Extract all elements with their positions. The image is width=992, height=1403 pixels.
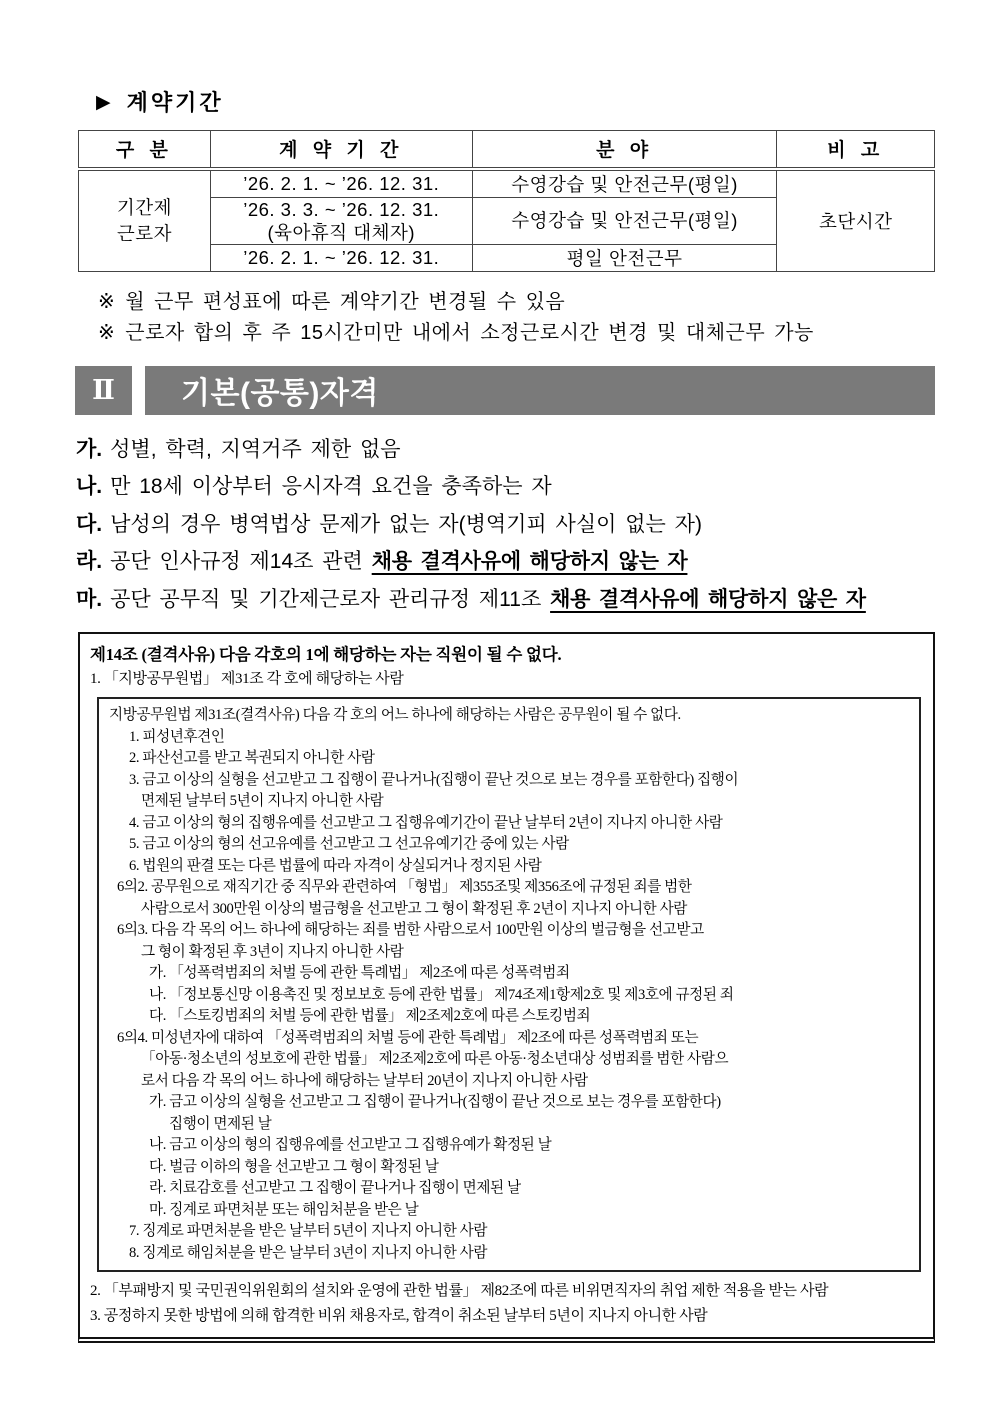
inner-box-line: 5. 금고 이상의 형의 선고유예를 선고받고 그 선고유예기간 중에 있는 사람 bbox=[129, 836, 569, 852]
reference-mark-icon: ※ bbox=[98, 290, 116, 313]
reference-mark-icon: ※ bbox=[98, 321, 116, 344]
arrow-bullet-icon: ▶ bbox=[96, 92, 111, 113]
header-cell-period: 계 약 기 간 bbox=[210, 131, 472, 169]
inner-box-line: 7. 징계로 파면처분을 받은 날부터 5년이 지나지 아니한 사람 bbox=[129, 1223, 488, 1239]
inner-box-line: 집행이 면제된 날 bbox=[169, 1115, 272, 1132]
inner-box-line: 1. 피성년후견인 bbox=[129, 728, 225, 745]
period-cell: ’26. 2. 1. ~ ’26. 12. 31. bbox=[210, 169, 472, 198]
qualification-item bbox=[76, 468, 935, 506]
period-subnote: (육아휴직 대체자) bbox=[267, 221, 416, 243]
item-label: 나. bbox=[76, 475, 103, 498]
item-label: 가. bbox=[76, 437, 103, 461]
inner-box-line: 4. 금고 이상의 형의 집행유예를 선고받고 그 집행유예기간이 끝난 날부터 2년이 지나지 아니한 사람 bbox=[129, 814, 723, 831]
table-row bbox=[79, 169, 935, 198]
table-header-row bbox=[79, 131, 935, 169]
contract-period-table bbox=[78, 130, 935, 272]
inner-box-line: 다. 벌금 이하의 형을 선고받고 그 형이 확정된 날 bbox=[149, 1158, 439, 1175]
inner-box-line: 마. 징계로 파면처분 또는 해임처분을 받은 날 bbox=[149, 1201, 419, 1218]
inner-box-line: 가. 「성폭력범죄의 처벌 등에 관한 특례법」 제2조에 따른 성폭력범죄 bbox=[149, 965, 570, 981]
qualification-item bbox=[76, 431, 935, 469]
note-text: 월 근무 편성표에 따른 계약기간 변경될 수 있음 bbox=[125, 290, 566, 313]
section-title: 기본(공통)자격 bbox=[181, 377, 379, 410]
qualification-item bbox=[76, 543, 935, 581]
field-cell: 수영강습 및 안전근무(평일) bbox=[472, 169, 777, 198]
article-14-box bbox=[78, 632, 935, 1343]
inner-box-line: 나. 금고 이상의 형의 집행유예를 선고받고 그 집행유예가 확정된 날 bbox=[149, 1137, 552, 1153]
inner-box-line: 다. 「스토킹범죄의 처벌 등에 관한 법률」 제2조제2호에 따른 스토킹범죄 bbox=[149, 1008, 591, 1024]
contract-period-heading bbox=[96, 86, 935, 117]
item-label: 마. bbox=[76, 587, 103, 611]
local-civil-service-act-box bbox=[97, 697, 921, 1272]
inner-box-line: 로서 다음 각 목의 어느 하나에 해당하는 날부터 20년이 지나지 아니한 사람 bbox=[141, 1072, 588, 1089]
qualification-item bbox=[76, 506, 935, 544]
inner-box-line: 2. 파산선고를 받고 복권되지 아니한 사람 bbox=[129, 750, 375, 766]
section-header bbox=[75, 366, 935, 415]
group-line: 기간제 bbox=[116, 196, 172, 218]
item-text: 만 18세 이상부터 응시자격 요건을 충족하는 자 bbox=[110, 475, 552, 498]
inner-box-line: 나. 「정보통신망 이용촉진 및 정보보호 등에 관한 법률」 제74조제1항제2호 및 제3호에 규정된 죄 bbox=[149, 986, 734, 1003]
header-cell-remark: 비 고 bbox=[777, 131, 935, 169]
inner-box-line: 라. 치료감호를 선고받고 그 집행이 끝나거나 집행이 면제된 날 bbox=[149, 1180, 521, 1196]
item-text: 공단 공무직 및 기간제근로자 관리규정 제11조 bbox=[110, 587, 551, 611]
note-line bbox=[98, 318, 935, 349]
inner-box-line: 6의4. 미성년자에 대하여 「성폭력범죄의 처벌 등에 관한 특례법」 제2조에 따른 성폭력범죄 또는 bbox=[117, 1029, 699, 1046]
item-text: 공단 인사규정 제14조 관련 bbox=[110, 550, 372, 573]
header-cell-field: 분 야 bbox=[472, 131, 777, 169]
remark-cell: 초단시간 bbox=[777, 169, 935, 272]
section-title-bar bbox=[145, 366, 935, 415]
group-line: 근로자 bbox=[116, 222, 172, 244]
inner-box-line: 면제된 날부터 5년이 지나지 아니한 사람 bbox=[141, 793, 384, 809]
contract-period-heading-label: 계약기간 bbox=[126, 90, 224, 115]
field-cell: 수영강습 및 안전근무(평일) bbox=[472, 197, 777, 244]
inner-box-line: 「아동·청소년의 성보호에 관한 법률」 제2조제2호에 따른 아동·청소년대상 성범죄를 범한 사람으 bbox=[141, 1051, 729, 1067]
item-label: 다. bbox=[76, 512, 103, 536]
qualification-list bbox=[76, 431, 935, 619]
item-text: 남성의 경우 병역법상 문제가 없는 자(병역기피 사실이 없는 자) bbox=[110, 512, 702, 536]
inner-box-line: 지방공무원법 제31조(결격사유) 다음 각 호의 어느 하나에 해당하는 사람은 공무원이 될 수 없다. bbox=[109, 707, 681, 723]
note-text: 근로자 합의 후 주 15시간미만 내에서 소정근로시간 변경 및 대체근무 가능 bbox=[125, 321, 814, 344]
article-item-1: 1. 「지방공무원법」 제31조 각 호에 해당하는 사람 bbox=[90, 671, 404, 687]
inner-box-line: 6의3. 다음 각 목의 어느 하나에 해당하는 죄를 범한 사람으로서 100만원 이상의 벌금형을 선고받고 bbox=[117, 922, 704, 938]
article-item-2: 2. 「부패방지 및 국민권익위원회의 설치와 운영에 관한 법률」 제82조에 따른 비위면직자의 취업 제한 적용을 받는 사람 bbox=[90, 1283, 829, 1299]
note-line bbox=[98, 287, 935, 318]
inner-box-line: 6의2. 공무원으로 재직기간 중 직무와 관련하여 「형법」 제355조및 제356조에 규정된 죄를 범한 bbox=[117, 879, 692, 895]
inner-box-line: 3. 금고 이상의 실형을 선고받고 그 집행이 끝나거나(집행이 끝난 것으로 보는 경우를 포함한다) 집행이 bbox=[129, 771, 739, 788]
notes-list bbox=[98, 287, 935, 349]
inner-box-line: 그 형이 확정된 후 3년이 지나지 아니한 사람 bbox=[141, 943, 404, 960]
group-cell bbox=[79, 169, 211, 272]
qualification-item bbox=[76, 581, 935, 619]
period-cell: ’26. 2. 1. ~ ’26. 12. 31. bbox=[210, 244, 472, 271]
article-title: 제14조 (결격사유) 다음 각호의 1에 해당하는 자는 직원이 될 수 없다. bbox=[90, 645, 562, 664]
inner-box-line: 사람으로서 300만원 이상의 벌금형을 선고받고 그 형이 확정된 후 2년이 지나지 아니한 사람 bbox=[141, 900, 687, 917]
item-text: 성별, 학력, 지역거주 제한 없음 bbox=[110, 437, 401, 461]
inner-box-line: 8. 징계로 해임처분을 받은 날부터 3년이 지나지 아니한 사람 bbox=[129, 1244, 488, 1261]
section-numeral-badge: Ⅱ bbox=[75, 366, 132, 415]
field-cell: 평일 안전근무 bbox=[472, 244, 777, 271]
period-cell bbox=[210, 197, 472, 244]
item-label: 라. bbox=[76, 550, 103, 573]
inner-box-line: 6. 법원의 판결 또는 다른 법률에 따라 자격이 상실되거나 정지된 사람 bbox=[129, 857, 542, 874]
item-emphasis: 채용 결격사유에 해당하지 않은 자 bbox=[550, 587, 866, 611]
header-cell-category: 구 분 bbox=[79, 131, 211, 169]
item-emphasis: 채용 결격사유에 해당하지 않는 자 bbox=[371, 550, 688, 573]
article-item-3: 3. 공정하지 못한 방법에 의해 합격한 비위 채용자로, 합격이 취소된 날부터 5년이 지나지 아니한 사람 bbox=[90, 1308, 708, 1324]
period-line: ’26. 3. 3. ~ ’26. 12. 31. bbox=[243, 198, 440, 220]
inner-box-line: 가. 금고 이상의 실형을 선고받고 그 집행이 끝나거나(집행이 끝난 것으로 보는 경우를 포함한다) bbox=[149, 1094, 721, 1110]
